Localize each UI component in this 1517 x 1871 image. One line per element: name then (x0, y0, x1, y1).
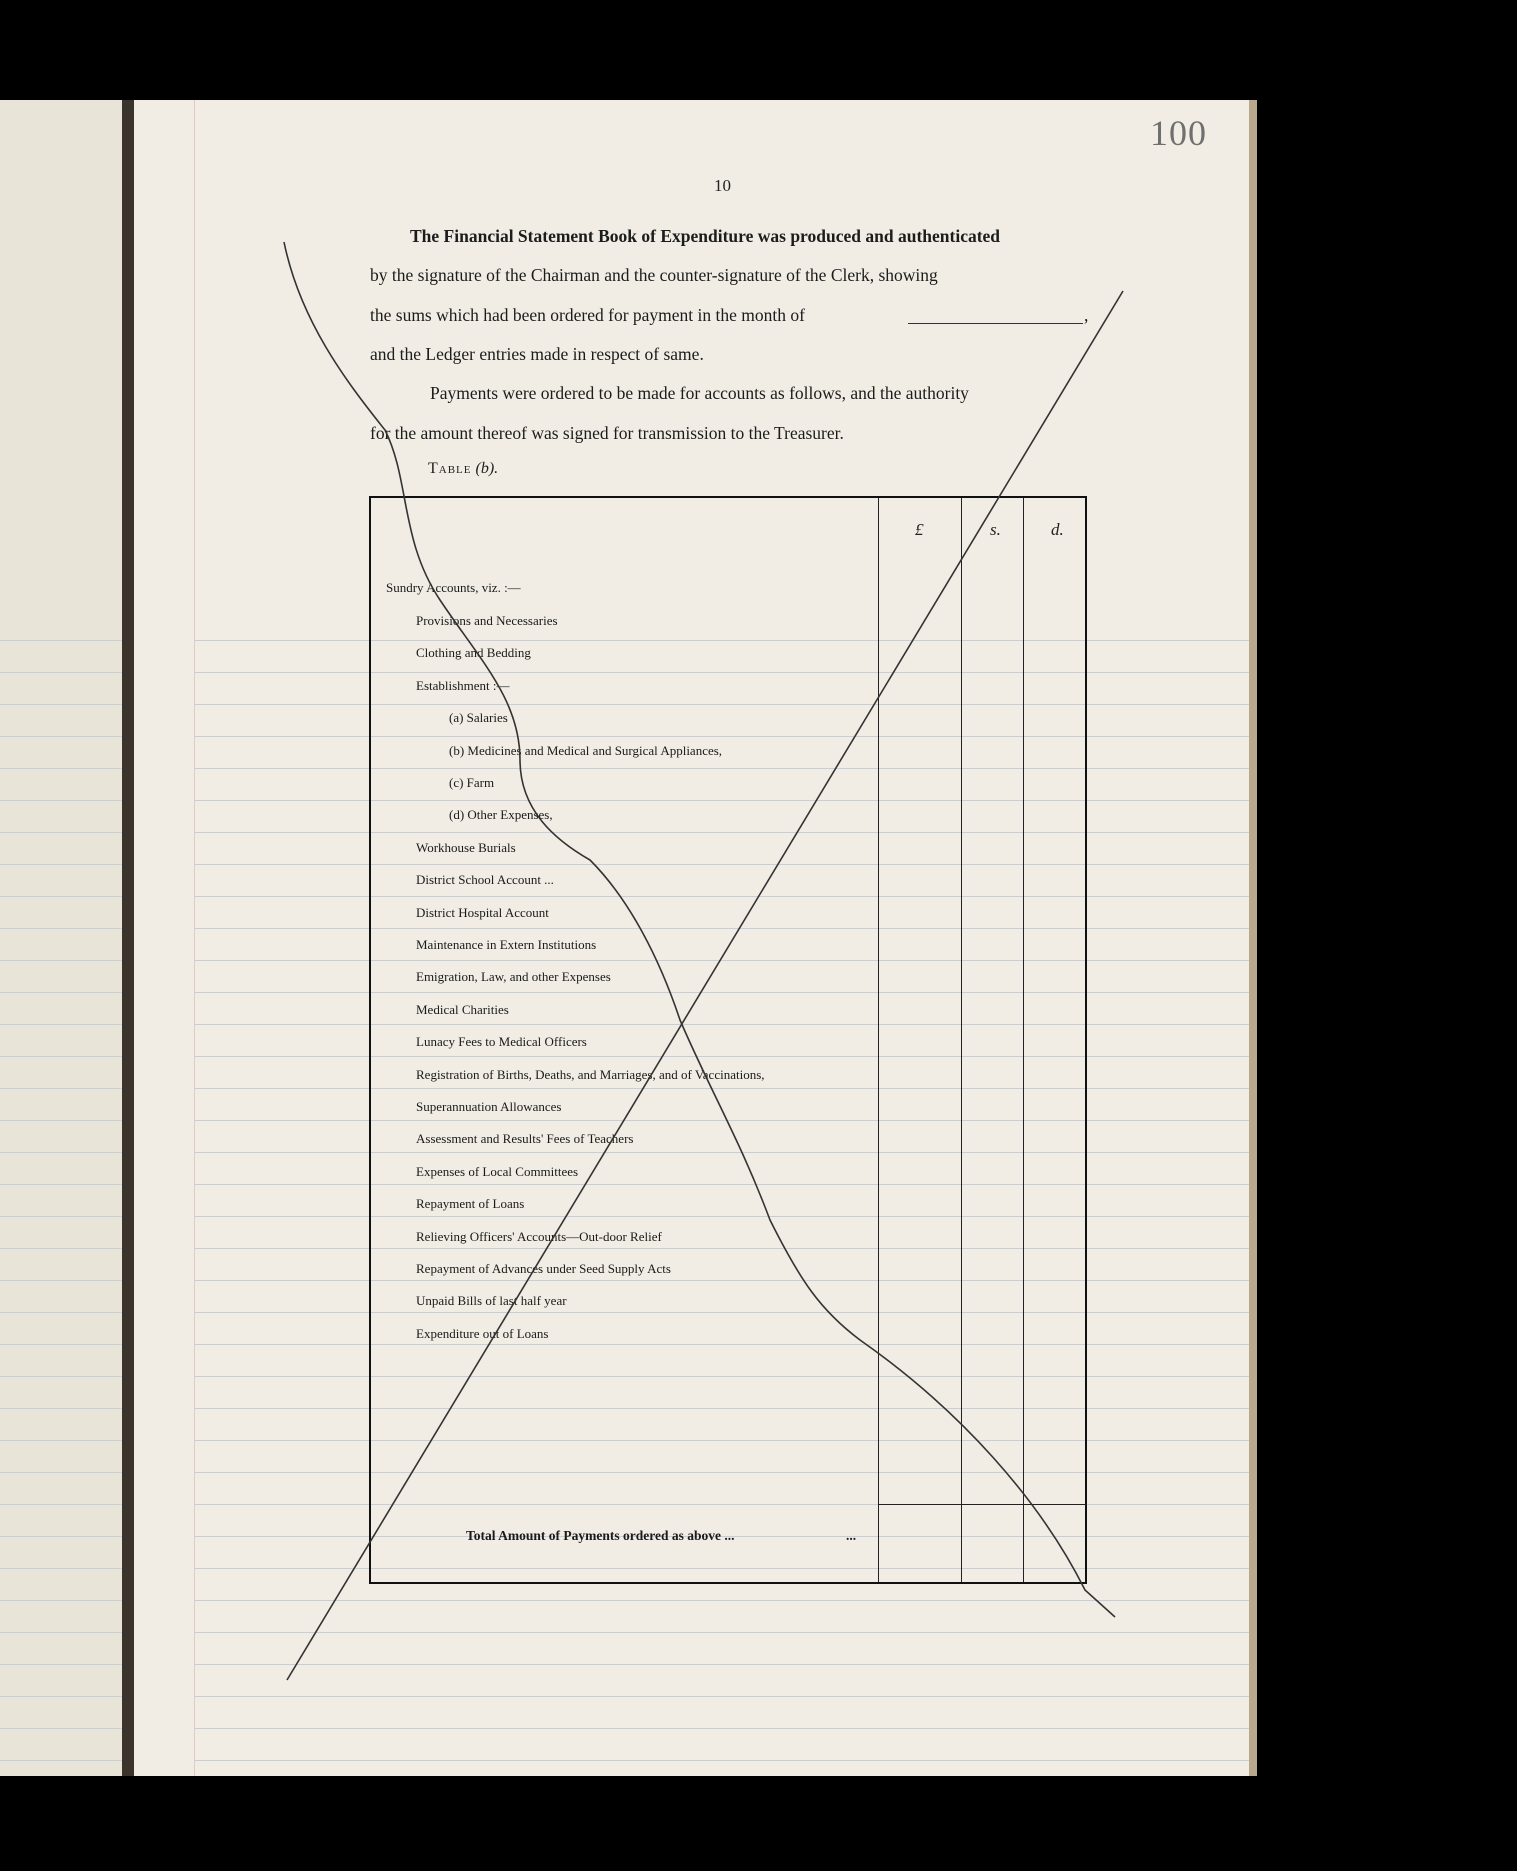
ruled-line (194, 1760, 1249, 1761)
paragraph1-line1: The Financial Statement Book of Expenditure was produced and authenticated (410, 226, 1001, 246)
folio-stamp: 100 (1150, 113, 1207, 153)
table-row-label: Registration of Births, Deaths, and Marriages, and of Vaccinations, (416, 1066, 765, 1082)
table-row-label: District Hospital Account (416, 904, 549, 920)
ruled-line (0, 736, 122, 737)
ruled-line (0, 1216, 122, 1217)
ruled-line (194, 1664, 1249, 1665)
ruled-line (0, 1696, 122, 1697)
table-row-label: Lunacy Fees to Medical Officers (416, 1034, 587, 1050)
ruled-line (0, 1184, 122, 1185)
ruled-line (0, 1024, 122, 1025)
column-header-shillings: s. (990, 520, 1001, 539)
table-row-label: Relieving Officers' Accounts—Out-door Relief (416, 1228, 662, 1244)
table-row-label: Provisions and Necessaries (416, 613, 558, 628)
ruled-line (0, 1408, 122, 1409)
total-rule (878, 1504, 1087, 1505)
table-row-label: Establishment :— (416, 677, 510, 693)
table-heading-label: Sundry Accounts, viz. :— (386, 580, 521, 595)
ruled-line (0, 768, 122, 769)
page-edge (1249, 100, 1257, 1776)
page-number: 10 (714, 176, 731, 195)
column-divider-shillings (961, 498, 962, 1582)
ruled-line (194, 1632, 1249, 1633)
ruled-line (0, 960, 122, 961)
total-dots: ... (846, 1528, 857, 1543)
ruled-line (0, 672, 122, 673)
ruled-line (0, 1088, 122, 1089)
table-row-label: Expenditure out of Loans (416, 1325, 549, 1341)
facing-page (0, 100, 125, 1776)
ruled-line (0, 1536, 122, 1537)
ruled-line (194, 1728, 1249, 1729)
ruled-line (0, 1344, 122, 1345)
table-caption-prefix: Table (428, 460, 472, 477)
ruled-line (0, 1504, 122, 1505)
ruled-line (0, 864, 122, 865)
payments-table (369, 496, 1087, 1584)
ruled-line (0, 1248, 122, 1249)
ruled-line (0, 1728, 122, 1729)
total-label: Total Amount of Payments ordered as above ... (466, 1528, 735, 1543)
ruled-line (0, 1376, 122, 1377)
ruled-line (0, 1600, 122, 1601)
paragraph1-line3-end: , (1084, 305, 1089, 325)
table-row-label: Expenses of Local Committees (416, 1163, 579, 1179)
ruled-line (0, 1440, 122, 1441)
ruled-line (0, 1056, 122, 1057)
ruled-line (0, 1664, 122, 1665)
table-row-label: Maintenance in Extern Institutions (416, 937, 597, 952)
ruled-line (194, 1600, 1249, 1601)
ruled-line (0, 1568, 122, 1569)
ruled-line (0, 928, 122, 929)
column-divider-pounds (878, 498, 879, 1582)
paragraph1-line2: by the signature of the Chairman and the counter-signature of the Clerk, showing (370, 265, 938, 285)
table-row-label: District School Account ... (416, 872, 554, 888)
table-row-label: (a) Salaries (449, 710, 508, 726)
ruled-line (0, 1280, 122, 1281)
table-row-label: Assessment and Results' Fees of Teachers (416, 1131, 634, 1147)
table-row-label: Unpaid Bills of last half year (416, 1293, 567, 1309)
table-row-label: (b) Medicines and Medical and Surgical Appliances, (449, 742, 723, 758)
ruled-line (0, 1152, 122, 1153)
table-caption-suffix: (b). (475, 460, 499, 477)
ruled-line (0, 896, 122, 897)
table-row-label: Superannuation Allowances (416, 1099, 562, 1114)
ruled-line (0, 832, 122, 833)
ruled-line (0, 1120, 122, 1121)
column-divider-pence (1023, 498, 1024, 1582)
paragraph2-line1: Payments were ordered to be made for accounts as follows, and the authority (430, 383, 969, 403)
table-row-label: (d) Other Expenses, (449, 807, 553, 823)
table-row-label: Workhouse Burials (416, 839, 516, 855)
table-row-label: Repayment of Loans (416, 1196, 525, 1212)
ruled-line (194, 1696, 1249, 1697)
ruled-line (0, 1760, 122, 1761)
table-row-label: Medical Charities (416, 1001, 509, 1017)
ruled-line (0, 1632, 122, 1633)
column-header-pounds: £ (915, 520, 924, 539)
table-caption (428, 460, 498, 478)
ruled-line (0, 640, 122, 641)
table-row-label: Repayment of Advances under Seed Supply Acts (416, 1261, 671, 1276)
ruled-line (0, 992, 122, 993)
ruled-line (0, 1312, 122, 1313)
column-header-pence: d. (1051, 520, 1064, 539)
table-row-label: Clothing and Bedding (416, 645, 531, 661)
paragraph1-line3: the sums which had been ordered for payment in the month of (370, 305, 805, 325)
month-blank-line (908, 323, 1083, 324)
paragraph2-line2: for the amount thereof was signed for transmission to the Treasurer. (370, 423, 844, 443)
ruled-line (0, 704, 122, 705)
ruled-line (0, 800, 122, 801)
table-row-label: (c) Farm (449, 775, 495, 790)
paragraph1-line4: and the Ledger entries made in respect of same. (370, 344, 704, 364)
ruled-line (0, 1472, 122, 1473)
table-row-label: Emigration, Law, and other Expenses (416, 969, 611, 985)
book-gutter (122, 100, 134, 1776)
margin-line (194, 100, 195, 1776)
